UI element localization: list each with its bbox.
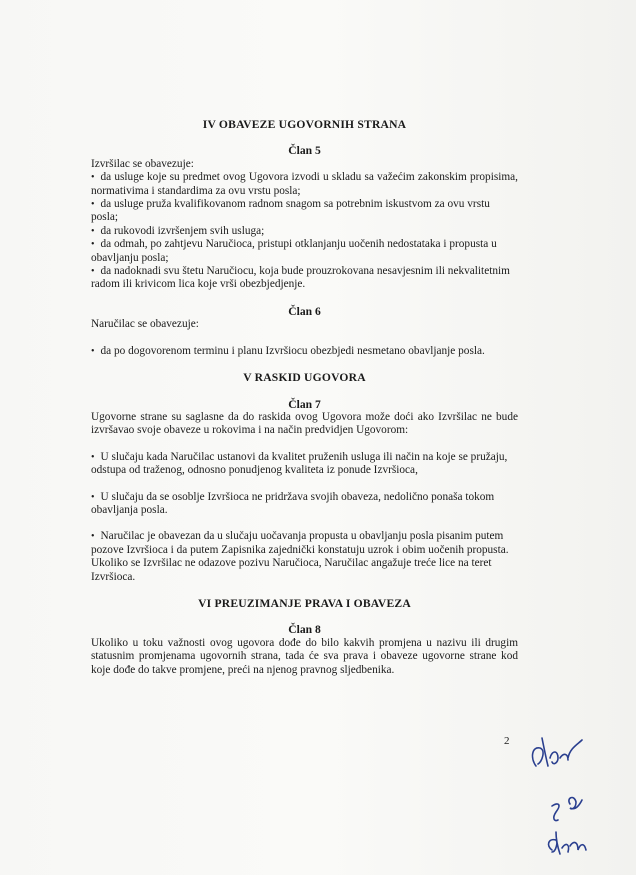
bullet-icon: • [91, 345, 95, 357]
bullet-icon: • [91, 199, 95, 211]
clan-7-heading: Član 7 [288, 397, 321, 411]
bullet-icon: • [91, 451, 95, 463]
clan-8-text: Ukoliko u toku važnosti ovog ugovora dođe do bilo kakvih promjena u nazivu ili drugim statusnim promjenama ugovornih strana, tada će sva prava i obaveze ugovorne strane kod koje dođe do takve promjene, preći na njenog pravnog sljedbenika. [91, 636, 518, 676]
list-item: • da usluge pruža kvalifikovanom radnom snagom sa potrebnim iskustvom za ovu vrstu posla; [91, 198, 490, 224]
clan-6-heading: Član 6 [288, 304, 321, 318]
section-iv-title: IV OBAVEZE UGOVORNIH STRANA [202, 118, 407, 131]
list-item: • da po dogovorenom terminu i planu Izvršiocu obezbjedi nesmetano obavljanje posla. [91, 344, 485, 357]
clan-5-intro: Izvršilac se obavezuje: [91, 157, 194, 170]
clan-8-heading: Član 8 [288, 623, 321, 637]
handwritten-initials [522, 728, 602, 868]
clan-5-list [91, 171, 518, 292]
section-v-title: V RASKID UGOVORA [243, 371, 366, 385]
document-body [91, 118, 518, 677]
clan-5-heading: Član 5 [288, 144, 321, 158]
bullet-icon: • [91, 266, 95, 278]
list-item: • U slučaju da se osoblje Izvršioca ne pridržava svojih obaveza, nedolično ponaša tokom obavljanja posla. [91, 490, 495, 516]
list-item: • da odmah, po zahtjevu Naručioca, pristupi otklanjanju uočenih nedostataka i propusta u obavljanju posla; [91, 238, 497, 264]
list-spacer [91, 517, 518, 530]
list-item: • da rukovodi izvršenjem svih usluga; [91, 224, 265, 237]
bullet-icon: • [91, 531, 95, 543]
clan-7-intro: Ugovorne strane su saglasne da do raskida ovog Ugovora može doći ako Izvršilac ne bude izvršavao svoje obaveze u rokovima i na način predvidjen Ugovorom: [91, 410, 518, 437]
list-item: • da usluge koje su predmet ovog Ugovora izvodi u skladu sa važećim zakonskim propisima, normativima i standardima za ovu vrstu posla; [91, 171, 518, 197]
list-item: • Naručilac je obavezan da u slučaju uočavanja propusta u obavljanju posla pisanim putem pozove Izvršioca i da putem Zapisnika zajednički konstatuju uzrok i obim uočenih propusta. Ukoliko se Izvršilac ne odazove pozivu Naručioca, Naručilac angažuje treće lice na teret Izvršioca. [91, 530, 509, 583]
list-item: • da nadoknadi svu štetu Naručiocu, koja bude prouzrokovana nesavjesnim ili nekvalitetnim radom ili krivicom lica koje vrši obezbjedjenje. [91, 265, 510, 291]
page-number: 2 [504, 735, 510, 747]
list-item: • U slučaju kada Naručilac ustanovi da kvalitet pruženih usluga ili način na koje se pružaju, odstupa od traženog, odnosno ponudjenog kvaliteta iz ponude Izvršioca, [91, 450, 508, 477]
section-vi-title: VI PREUZIMANJE PRAVA I OBAVEZA [198, 596, 411, 610]
bullet-icon: • [91, 172, 95, 184]
bullet-icon: • [91, 491, 95, 503]
clan-7-list [91, 451, 518, 584]
clan-6-list [91, 345, 518, 358]
clan-6-intro: Naručilac se obavezuje: [91, 318, 199, 331]
list-spacer [91, 478, 518, 491]
bullet-icon: • [91, 239, 95, 251]
bullet-icon: • [91, 225, 95, 237]
